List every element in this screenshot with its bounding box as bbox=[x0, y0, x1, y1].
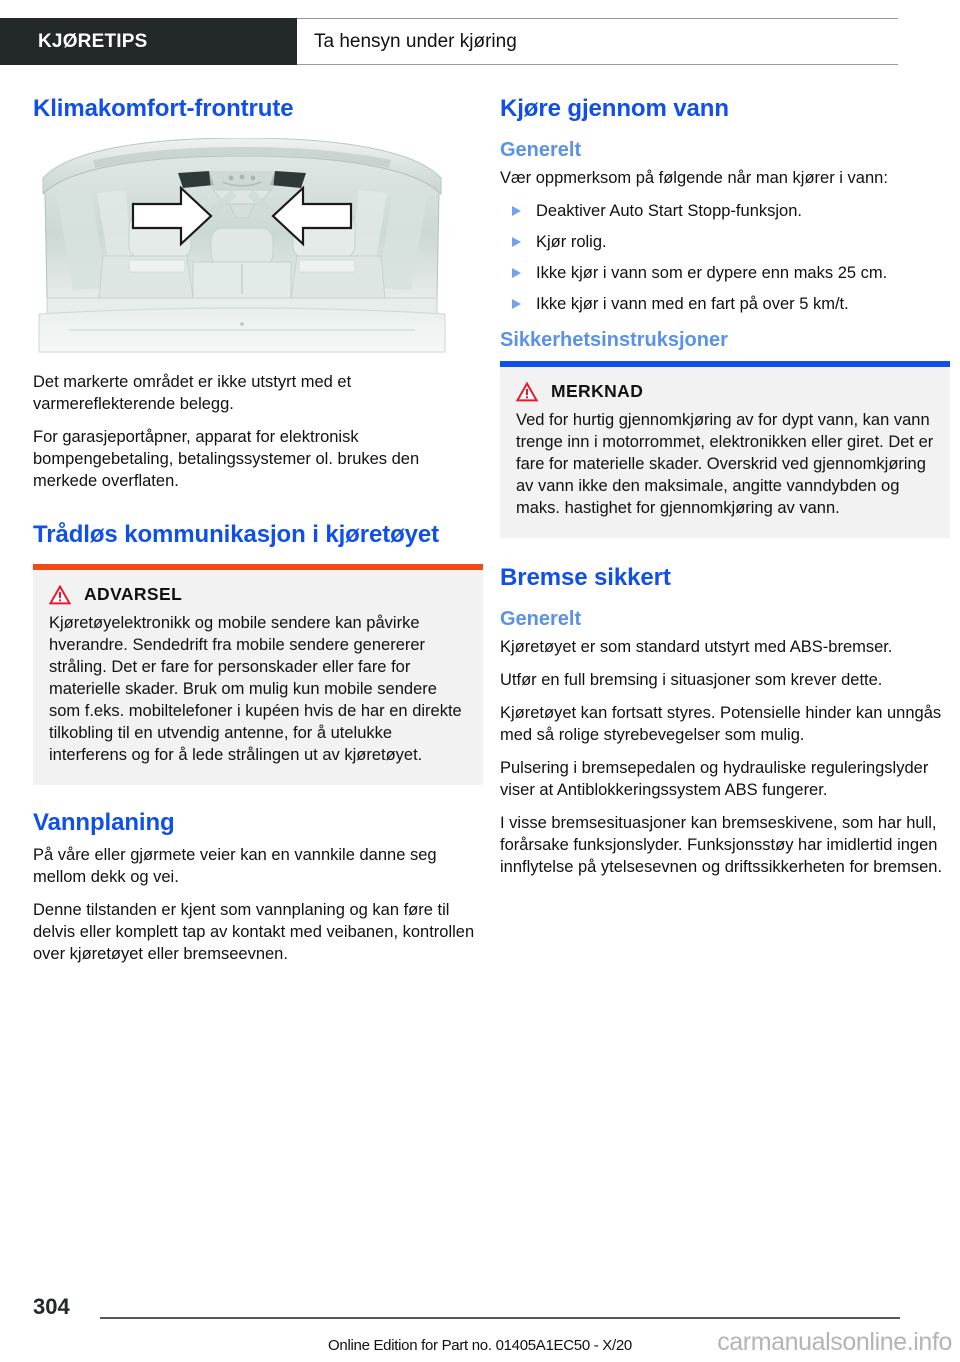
warning-triangle-icon bbox=[516, 382, 538, 402]
triangle-bullet-icon bbox=[512, 268, 521, 278]
page-footer bbox=[0, 1282, 960, 1362]
warning-triangle-icon bbox=[49, 585, 71, 605]
paragraph-vannplaning-tilstand: Denne tilstanden er kjent som vannplaning og kan føre til delvis eller komplett tap av kontakt med veibanen, kontrollen over kjøretøyet eller bremseevnen. bbox=[33, 901, 475, 963]
notice-header bbox=[49, 584, 467, 605]
water-driving-bullet-list bbox=[500, 201, 950, 316]
note-notice-merknad bbox=[500, 361, 950, 538]
notice-label: MERKNAD bbox=[551, 381, 644, 401]
windshield-illustration bbox=[33, 138, 451, 356]
paragraph-styres: Kjøretøyet kan fortsatt styres. Potensielle hinder kan unngås med så rolige styrebevegelser som mulig. bbox=[500, 703, 942, 744]
section-title-klimakomfort: Klimakomfort-frontrute bbox=[33, 95, 294, 122]
notice-label: ADVARSEL bbox=[84, 584, 183, 605]
list-item bbox=[500, 294, 950, 316]
subsection-title-sikkerhetsinstruksjoner: Sikkerhetsinstruksjoner bbox=[500, 329, 728, 351]
section-title-tradlos: Trådløs kommunikasjon i kjøretøyet bbox=[33, 521, 440, 548]
paragraph-vannkile: På våre eller gjørmete veier kan en vannkile danne seg mellom dekk og vei. bbox=[33, 846, 437, 887]
list-item bbox=[500, 232, 950, 254]
list-item-label: Deaktiver Auto Start Stopp-funksjon. bbox=[536, 202, 802, 221]
watermark: carmanualsonline.info bbox=[717, 1328, 952, 1356]
page-number: 304 bbox=[33, 1294, 70, 1319]
notice-text: Ved for hurtig gjennomkjøring av for dypt vann, kan vann trenge inn i motorrommet, elektronikken eller giret. Det er fare for materielle skader. Overskrid ved gjennomkjøring av vann ikke den maksimale, angitte vanndybden og maks. hastighet for gjennomkjøring av vann. bbox=[516, 411, 934, 517]
content-columns bbox=[0, 95, 960, 966]
triangle-bullet-icon bbox=[512, 206, 521, 216]
section-title-bremse-sikkert: Bremse sikkert bbox=[500, 563, 671, 591]
paragraph-abs-bremser: Kjøretøyet er som standard utstyrt med ABS-bremser. bbox=[500, 638, 893, 656]
triangle-bullet-icon bbox=[512, 237, 521, 247]
left-column bbox=[33, 95, 483, 966]
section-title-kjore-gjennom-vann: Kjøre gjennom vann bbox=[500, 95, 729, 122]
notice-header bbox=[516, 381, 934, 402]
warning-notice-advarsel bbox=[33, 564, 483, 785]
chapter-tab: KJØRETIPS bbox=[0, 18, 297, 65]
footer-divider bbox=[100, 1317, 900, 1319]
breadcrumb: Ta hensyn under kjøring bbox=[297, 18, 898, 65]
paragraph-vann-intro: Vær oppmerksom på følgende når man kjører i vann: bbox=[500, 169, 888, 188]
paragraph-pulsering: Pulsering i bremsepedalen og hydrauliske reguleringslyder viser at Antiblokkeringssystem ABS fungerer. bbox=[500, 758, 929, 799]
paragraph-garage-opener: For garasjeportåpner, apparat for elektronisk bompengebetaling, betalingssystemer ol. brukes den merkede overflaten. bbox=[33, 428, 420, 491]
right-column bbox=[500, 95, 950, 966]
list-item-label: Ikke kjør i vann som er dypere enn maks 25 cm. bbox=[536, 264, 888, 283]
triangle-bullet-icon bbox=[512, 299, 521, 309]
list-item-label: Ikke kjør i vann med en fart på over 5 km/t. bbox=[536, 295, 849, 314]
paragraph-bremseskivene: I visse bremsesituasjoner kan bremseskivene, som har hull, forårsake funksjonslyder. Funksjonsstøy har imidlertid ingen innflytelse på ytelsesevnen og driftssikkerheten for bremsen. bbox=[500, 813, 943, 876]
paragraph-full-bremsing: Utfør en full bremsing i situasjoner som krever dette. bbox=[500, 670, 883, 689]
notice-text: Kjøretøyelektronikk og mobile sendere kan påvirke hverandre. Sendedrift fra mobile sendere genererer stråling. Det er fare for personskader eller fare for materielle skader. Bruk om mulig kun mobile sendere som f.eks. mobiltelefoner i kupéen hvis de har en direkte tilkobling til en utvendig antenne, for å utelukke interferens og for å lede strålingen ut av kjøretøyet. bbox=[49, 614, 462, 764]
edition-note: Online Edition for Part no. 01405A1EC50 - X/20 bbox=[328, 1337, 632, 1354]
list-item bbox=[500, 201, 950, 223]
section-title-vannplaning: Vannplaning bbox=[33, 808, 175, 836]
list-item-label: Kjør rolig. bbox=[536, 233, 607, 252]
windshield-figure bbox=[33, 138, 451, 356]
subsection-title-generelt-vann: Generelt bbox=[500, 139, 582, 162]
page-header bbox=[0, 18, 960, 65]
paragraph-marked-area: Det markerte området er ikke utstyrt med et varmereflekterende belegg. bbox=[33, 373, 352, 414]
list-item bbox=[500, 263, 950, 285]
subsection-title-generelt-bremse: Generelt bbox=[500, 608, 582, 630]
